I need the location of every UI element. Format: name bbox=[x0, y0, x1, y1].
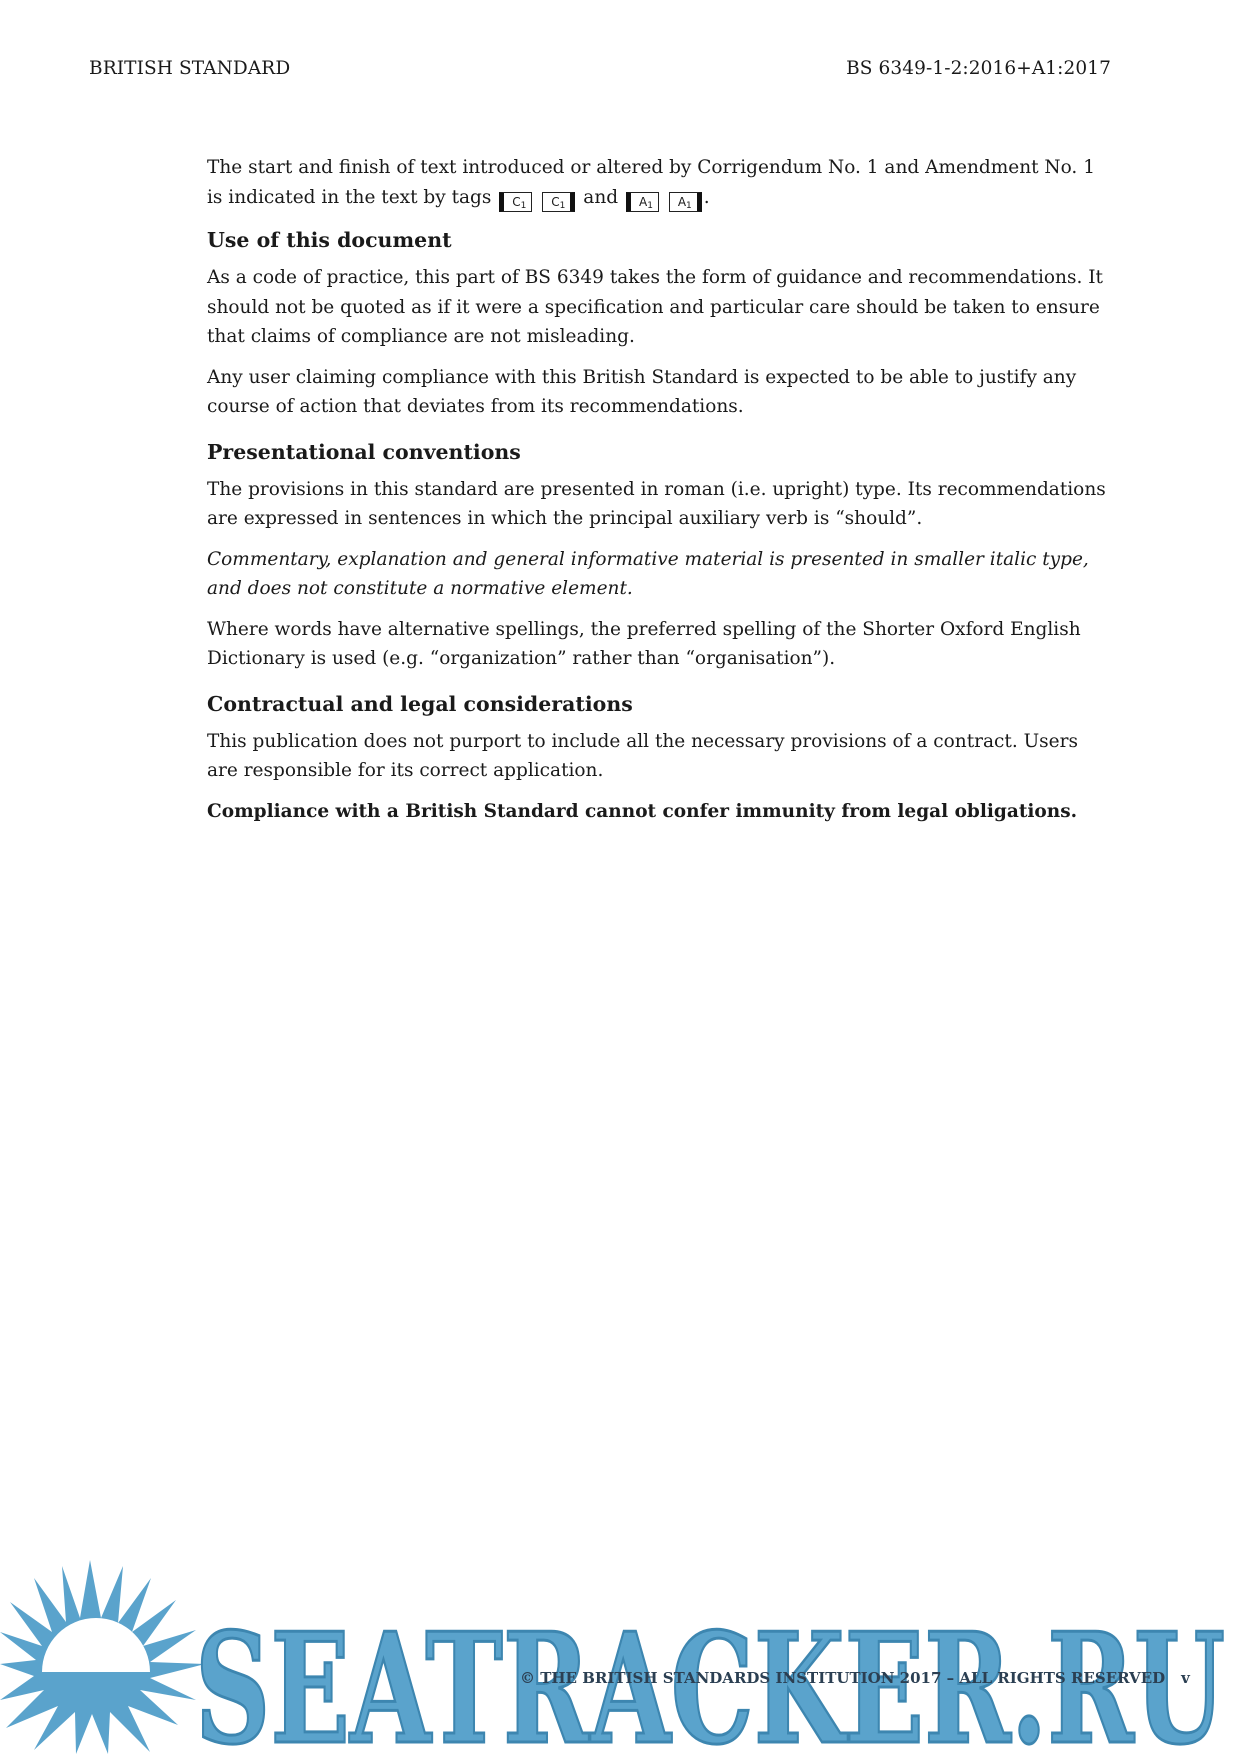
commentary-paragraph: Commentary, explanation and general informative material is presented in smaller italic type, and does not constitute a normative element. bbox=[207, 548, 1089, 599]
paragraph: The provisions in this standard are presented in roman (i.e. upright) type. Its recommendations are expressed in sentences in which the principal auxiliary verb is “should”. bbox=[207, 478, 1106, 529]
tag-a1-end: $A_1$ bbox=[669, 192, 702, 212]
tag-a1-start: $A_1$ bbox=[626, 192, 659, 212]
paragraph: This publication does not purport to include all the necessary provisions of a contract. Users are responsible for its correct application. bbox=[207, 730, 1078, 781]
page-number: v bbox=[1181, 1669, 1190, 1687]
compliance-statement: Compliance with a British Standard cannot confer immunity from legal obligations. bbox=[207, 800, 1078, 822]
footer-copyright: © THE BRITISH STANDARDS INSTITUTION 2017 – ALL RIGHTS RESERVED bbox=[520, 1669, 1166, 1687]
heading-use-of-document: Use of this document bbox=[207, 228, 452, 252]
paragraph: As a code of practice, this part of BS 6349 takes the form of guidance and recommendations. It should not be quoted as if it were a specification and particular care should be taken to ensure that claims of compliance are not misleading. bbox=[207, 267, 1103, 347]
page-footer bbox=[520, 1669, 1190, 1687]
watermark-logo bbox=[0, 1560, 1240, 1754]
paragraph: Where words have alternative spellings, the preferred spelling of the Shorter Oxford English Dictionary is used (e.g. “organization” rather than “organisation”). bbox=[207, 618, 1081, 669]
and-word: and bbox=[583, 186, 619, 208]
intro-paragraph: The start and finish of text introduced or altered by Corrigendum No. 1 and Amendment No. 1 is indicated in the text by tags $C_1$ $C_1$ and $A_1$ $A_1$ . bbox=[207, 157, 1095, 211]
page-content bbox=[207, 153, 1112, 837]
heading-presentational-conventions: Presentational conventions bbox=[207, 439, 521, 464]
tag-c1-start: $C_1$ bbox=[499, 192, 532, 212]
heading-contractual-legal: Contractual and legal considerations bbox=[207, 691, 633, 716]
sun-icon bbox=[0, 1560, 205, 1754]
paragraph: Any user claiming compliance with this British Standard is expected to be able to justify any course of action that deviates from its recommendations. bbox=[207, 366, 1077, 417]
running-header bbox=[89, 58, 1111, 79]
header-left: BRITISH STANDARD bbox=[89, 58, 291, 79]
watermark-text: SEATRACKER.RU bbox=[195, 1599, 1225, 1754]
header-right: BS 6349-1-2:2016+A1:2017 bbox=[846, 58, 1111, 79]
tag-c1-end: $C_1$ bbox=[542, 192, 575, 212]
intro-text: The start and finish of text introduced or altered by Corrigendum No. 1 and Amendment No. 1 is indicated in the text by tags bbox=[207, 157, 1095, 208]
